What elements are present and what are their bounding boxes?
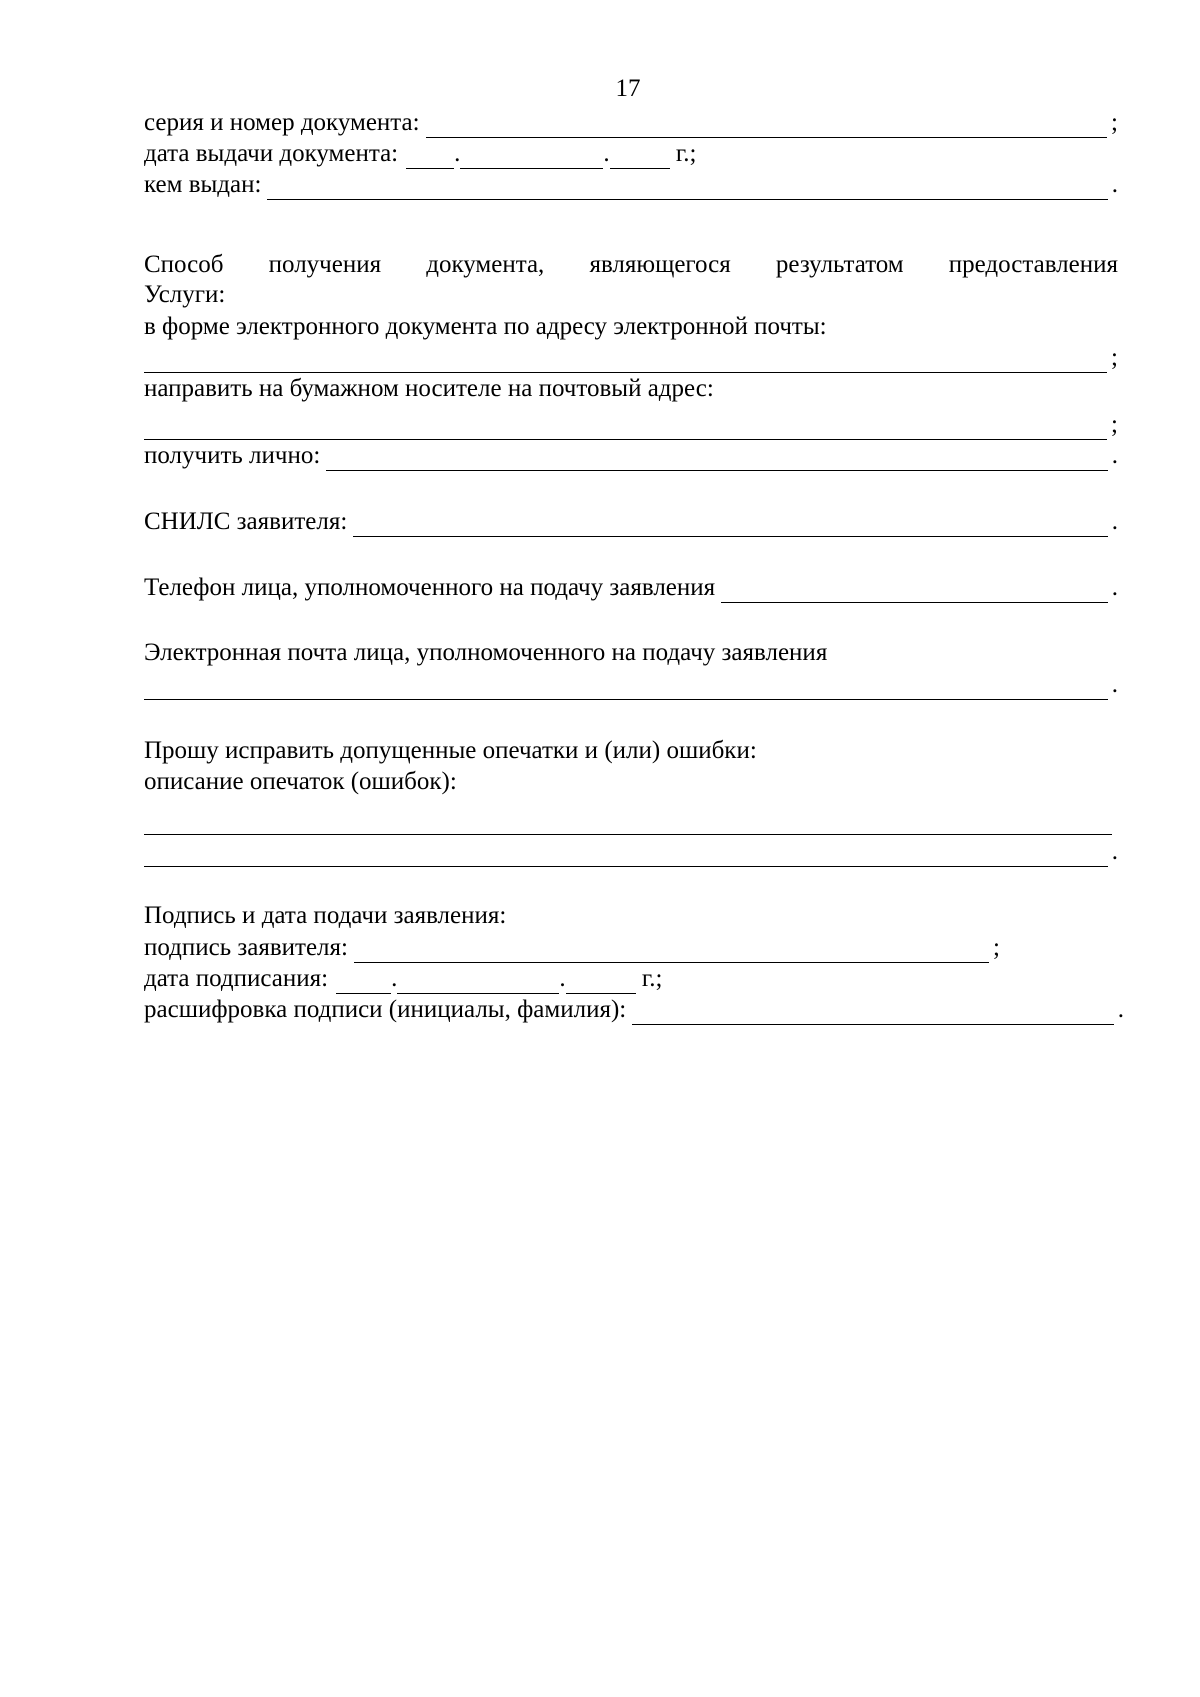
signature-sign-line — [144, 933, 1000, 963]
method-email-end: ; — [1111, 344, 1118, 371]
doc-date-day-field[interactable] — [406, 146, 454, 169]
email-end: . — [1111, 671, 1118, 698]
signature-date-sep: . — [559, 965, 566, 992]
signature-date-month-field[interactable] — [397, 971, 559, 994]
method-mail-field[interactable] — [144, 417, 1107, 440]
errors-desc-field-1[interactable] — [144, 812, 1112, 835]
doc-date-sep: . — [603, 140, 610, 167]
signature-heading: Подпись и дата подачи заявления: — [144, 902, 507, 929]
method-personal-end: . — [1111, 442, 1118, 469]
snils-field[interactable] — [353, 514, 1107, 537]
doc-series-end: ; — [1111, 109, 1118, 136]
method-heading-line1: Способ получения документа, являющегося результатом предоставления — [144, 251, 1118, 278]
signature-date-sep: . — [391, 965, 398, 992]
doc-date-sep: . — [454, 140, 461, 167]
signature-date-label: дата подписания: — [144, 965, 329, 992]
method-personal-label: получить лично: — [144, 442, 321, 469]
doc-issuer-end: . — [1111, 171, 1118, 198]
doc-issuer-field[interactable] — [267, 177, 1107, 200]
signature-date-suffix: г.; — [635, 965, 663, 992]
doc-date-line — [144, 139, 1118, 169]
doc-series-field[interactable] — [426, 115, 1107, 138]
doc-date-year-field[interactable] — [610, 146, 670, 169]
doc-date-month-field[interactable] — [460, 146, 603, 169]
phone-line — [144, 573, 1118, 603]
signature-date-day-field[interactable] — [336, 971, 391, 994]
signature-decode-label: расшифровка подписи (инициалы, фамилия): — [144, 996, 627, 1023]
method-mail-label-line — [144, 374, 1118, 404]
phone-end: . — [1111, 574, 1118, 601]
email-line — [144, 670, 1118, 700]
method-heading-line2 — [144, 280, 1118, 310]
method-mail-line — [144, 410, 1118, 440]
signature-decode-end: . — [1117, 996, 1124, 1023]
method-mail-end: ; — [1111, 411, 1118, 438]
phone-label: Телефон лица, уполномоченного на подачу заявления — [144, 574, 716, 601]
errors-desc-line-1 — [144, 805, 1112, 835]
method-personal-field[interactable] — [326, 448, 1107, 471]
doc-issuer-line — [144, 170, 1118, 200]
method-email-label-line — [144, 312, 1118, 342]
errors-desc-line-2 — [144, 837, 1118, 867]
doc-series-line — [144, 108, 1118, 138]
email-label: Электронная почта лица, уполномоченного на подачу заявления — [144, 639, 828, 666]
signature-sign-label: подпись заявителя: — [144, 934, 348, 961]
signature-date-line — [144, 964, 1118, 994]
errors-desc-label-line — [144, 767, 1118, 797]
doc-issuer-label: кем выдан: — [144, 171, 262, 198]
method-email-line — [144, 343, 1118, 373]
doc-date-suffix: г.; — [669, 140, 697, 167]
errors-request-line — [144, 736, 1118, 766]
method-personal-line — [144, 441, 1118, 471]
signature-decode-field[interactable] — [632, 1002, 1114, 1025]
errors-request: Прошу исправить допущенные опечатки и (или) ошибки: — [144, 737, 757, 764]
signature-sign-field[interactable] — [354, 940, 989, 963]
signature-sign-end: ; — [993, 934, 1000, 961]
signature-date-year-field[interactable] — [566, 971, 636, 994]
method-heading-line2-text: Услуги: — [144, 281, 226, 308]
errors-desc-label: описание опечаток (ошибок): — [144, 768, 457, 795]
email-field[interactable] — [144, 677, 1108, 700]
errors-desc-end: . — [1111, 838, 1118, 865]
signature-heading-line — [144, 901, 1118, 931]
snils-line — [144, 507, 1118, 537]
snils-end: . — [1111, 508, 1118, 535]
method-email-label: в форме электронного документа по адресу электронной почты: — [144, 313, 827, 340]
doc-series-label: серия и номер документа: — [144, 109, 420, 136]
method-mail-label: направить на бумажном носителе на почтовый адрес: — [144, 375, 714, 402]
signature-decode-line — [144, 995, 1124, 1025]
snils-label: СНИЛС заявителя: — [144, 508, 348, 535]
email-label-line — [144, 638, 1118, 668]
page-number: 17 — [615, 75, 641, 102]
phone-field[interactable] — [721, 580, 1108, 603]
errors-desc-field-2[interactable] — [144, 844, 1108, 867]
doc-date-label: дата выдачи документа: — [144, 140, 399, 167]
method-email-field[interactable] — [144, 350, 1107, 373]
